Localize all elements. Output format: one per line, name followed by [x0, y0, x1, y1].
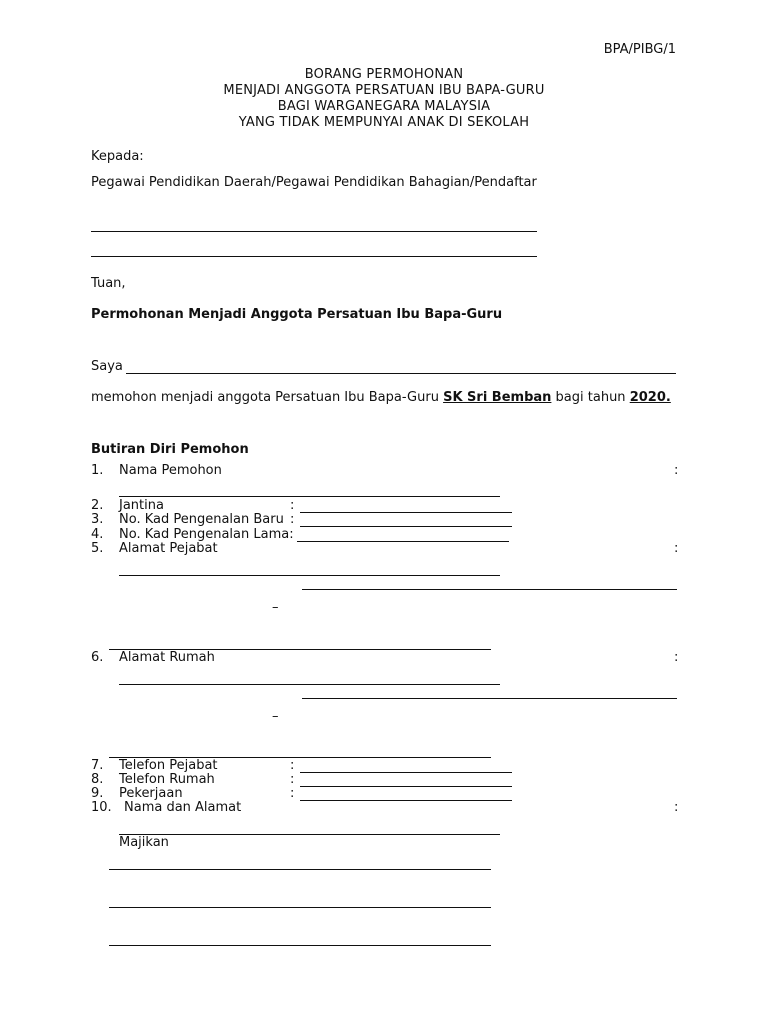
statement-prefix: memohon menjadi anggota Persatuan Ibu Bapa-Guru: [91, 390, 439, 405]
field-label-ic-baru: No. Kad Pengenalan Baru: [119, 512, 284, 527]
field-number: 10.: [91, 800, 112, 815]
field-number: 3.: [91, 512, 104, 527]
field-label-alamat-rumah: Alamat Rumah: [119, 650, 215, 665]
ic-baru-line[interactable]: [300, 526, 512, 527]
field-label-nama-pemohon: Nama Pemohon: [119, 463, 222, 478]
school-name: SK Sri Bemban: [443, 390, 552, 405]
applicant-name-line[interactable]: [126, 373, 676, 374]
kepada-label: Kepada:: [91, 149, 144, 164]
dash-mark: –: [272, 600, 279, 615]
field-label-telefon-rumah: Telefon Rumah: [119, 772, 215, 787]
field-number: 4.: [91, 527, 104, 542]
alamat-rumah-line[interactable]: [119, 684, 500, 685]
address-line[interactable]: [91, 231, 537, 232]
field-colon: :: [674, 541, 679, 556]
field-colon: :: [290, 498, 295, 513]
form-title-block: [0, 67, 768, 131]
year-value: 2020.: [629, 390, 671, 405]
field-label-telefon-pejabat: Telefon Pejabat: [119, 758, 218, 773]
form-title-line: BORANG PERMOHONAN: [304, 67, 464, 82]
pekerjaan-line[interactable]: [300, 800, 512, 801]
majikan-line[interactable]: [109, 869, 491, 870]
field-colon: :: [290, 772, 295, 787]
field-number: 8.: [91, 772, 104, 787]
nama-pemohon-line[interactable]: [119, 496, 500, 497]
recipient-text: Pegawai Pendidikan Daerah/Pegawai Pendidikan Bahagian/Pendaftar: [91, 175, 537, 190]
field-number: 5.: [91, 541, 104, 556]
field-number: 9.: [91, 786, 104, 801]
form-title-line: YANG TIDAK MEMPUNYAI ANAK DI SEKOLAH: [238, 115, 530, 130]
field-colon: :: [674, 800, 679, 815]
saya-label: Saya: [91, 359, 123, 374]
salutation: Tuan,: [91, 276, 126, 291]
telefon-rumah-line[interactable]: [300, 786, 512, 787]
form-title-line: BAGI WARGANEGARA MALAYSIA: [277, 99, 491, 114]
majikan-line[interactable]: [109, 945, 491, 946]
field-colon: :: [674, 463, 679, 478]
majikan-label: Majikan: [119, 835, 169, 850]
field-colon: :: [290, 512, 295, 527]
form-reference-code: BPA/PIBG/1: [603, 42, 676, 57]
statement-middle: bagi tahun: [555, 390, 626, 405]
majikan-line[interactable]: [119, 834, 500, 835]
field-colon: :: [290, 758, 295, 773]
field-label-alamat-pejabat: Alamat Pejabat: [119, 541, 218, 556]
field-number: 6.: [91, 650, 104, 665]
ic-lama-line[interactable]: [297, 541, 509, 542]
field-label-nama-alamat: Nama dan Alamat: [124, 800, 242, 815]
address-line[interactable]: [91, 256, 537, 257]
field-colon: :: [290, 786, 295, 801]
field-number: 7.: [91, 758, 104, 773]
field-label-jantina: Jantina: [119, 498, 164, 513]
form-title-line: MENJADI ANGGOTA PERSATUAN IBU BAPA-GURU: [223, 83, 545, 98]
alamat-rumah-line[interactable]: [302, 698, 677, 699]
statement-text: [91, 390, 671, 405]
telefon-pejabat-line[interactable]: [300, 772, 512, 773]
field-colon: :: [674, 650, 679, 665]
field-label-ic-lama: No. Kad Pengenalan Lama:: [119, 527, 294, 542]
field-number: 1.: [91, 463, 104, 478]
field-label-pekerjaan: Pekerjaan: [119, 786, 183, 801]
dash-mark: –: [272, 709, 279, 724]
field-number: 2.: [91, 498, 104, 513]
subject-heading: Permohonan Menjadi Anggota Persatuan Ibu Bapa-Guru: [91, 307, 503, 322]
alamat-pejabat-line[interactable]: [302, 589, 677, 590]
majikan-line[interactable]: [109, 907, 491, 908]
alamat-pejabat-line[interactable]: [119, 575, 500, 576]
jantina-line[interactable]: [300, 512, 512, 513]
section-title: Butiran Diri Pemohon: [91, 442, 249, 457]
